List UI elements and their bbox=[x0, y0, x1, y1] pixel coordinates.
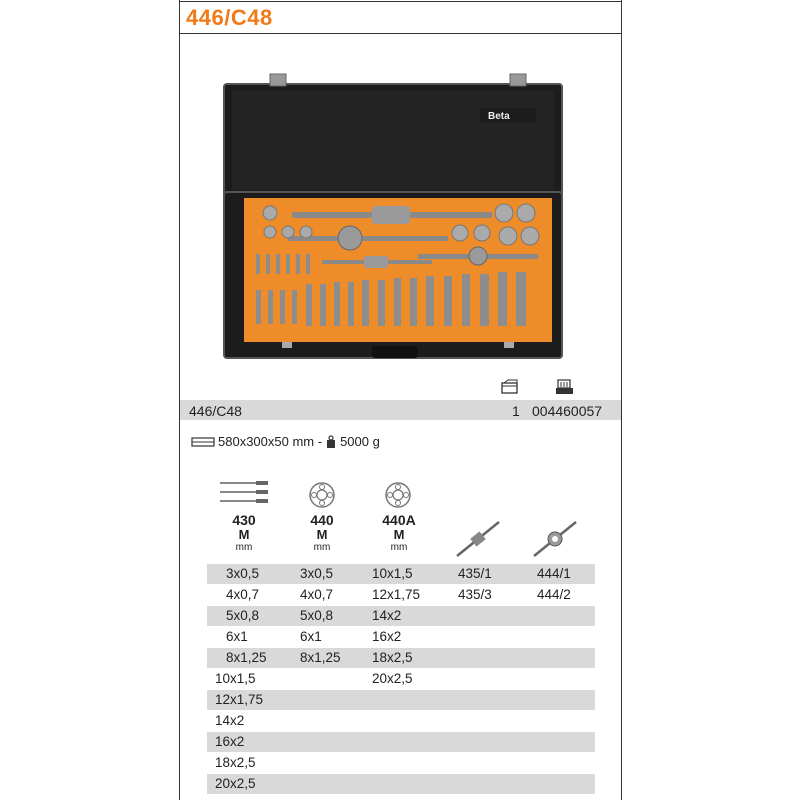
table-cell: 10x1,5 bbox=[372, 566, 413, 581]
table-cell: 8x1,25 bbox=[226, 650, 267, 665]
barcode-icon bbox=[555, 378, 575, 396]
table-cell: 18x2,5 bbox=[215, 755, 256, 770]
product-photo bbox=[222, 70, 564, 370]
table-cell: 4x0,7 bbox=[226, 587, 260, 602]
table-cell: 6x1 bbox=[300, 629, 322, 644]
row-band bbox=[207, 732, 595, 752]
case-icon bbox=[500, 378, 520, 396]
table-cell: 8x1,25 bbox=[300, 650, 341, 665]
round-die-icon bbox=[383, 480, 413, 510]
table-cell: 20x2,5 bbox=[215, 776, 256, 791]
table-cell: 435/3 bbox=[458, 587, 492, 602]
table-cell: 444/2 bbox=[537, 587, 571, 602]
table-cell: 14x2 bbox=[372, 608, 402, 623]
table-cell: 16x2 bbox=[215, 734, 245, 749]
table-cell: 16x2 bbox=[372, 629, 402, 644]
die-stock-icon bbox=[532, 520, 578, 558]
brand-logo: Beta bbox=[488, 111, 510, 122]
dimensions-icon bbox=[191, 436, 215, 448]
table-cell: 435/1 bbox=[458, 566, 492, 581]
sku-quantity: 1 bbox=[512, 403, 520, 419]
dimensions-value: 580x300x50 mm - bbox=[218, 434, 323, 449]
table-cell: 3x0,5 bbox=[300, 566, 334, 581]
row-band bbox=[207, 690, 595, 710]
tap-wrench-icon bbox=[455, 520, 501, 558]
table-cell: 14x2 bbox=[215, 713, 245, 728]
tap-set-icon bbox=[218, 478, 272, 508]
spec-line bbox=[191, 434, 380, 449]
column-header-440: 440 M mm bbox=[310, 512, 334, 553]
table-cell: 5x0,8 bbox=[300, 608, 334, 623]
table-cell: 12x1,75 bbox=[372, 587, 421, 602]
column-header-440a: 440A M mm bbox=[382, 512, 416, 553]
table-cell: 20x2,5 bbox=[372, 671, 413, 686]
page-title: 446/C48 bbox=[186, 5, 273, 30]
table-cell: 10x1,5 bbox=[215, 671, 256, 686]
column-header-430: 430 M mm bbox=[232, 512, 256, 553]
table-cell: 4x0,7 bbox=[300, 587, 334, 602]
row-band bbox=[207, 774, 595, 794]
case-lid bbox=[224, 74, 562, 196]
table-cell: 5x0,8 bbox=[226, 608, 260, 623]
sku-name: 446/C48 bbox=[189, 403, 242, 419]
weight-icon bbox=[325, 435, 337, 449]
table-cell: 12x1,75 bbox=[215, 692, 264, 707]
weight-value: 5000 g bbox=[340, 434, 380, 449]
table-cell: 18x2,5 bbox=[372, 650, 413, 665]
round-die-icon bbox=[307, 480, 337, 510]
table-cell: 3x0,5 bbox=[226, 566, 260, 581]
table-cell: 444/1 bbox=[537, 566, 571, 581]
case-base bbox=[224, 192, 562, 358]
sku-code: 004460057 bbox=[532, 403, 603, 419]
title-box bbox=[179, 1, 622, 34]
table-cell: 6x1 bbox=[226, 629, 248, 644]
